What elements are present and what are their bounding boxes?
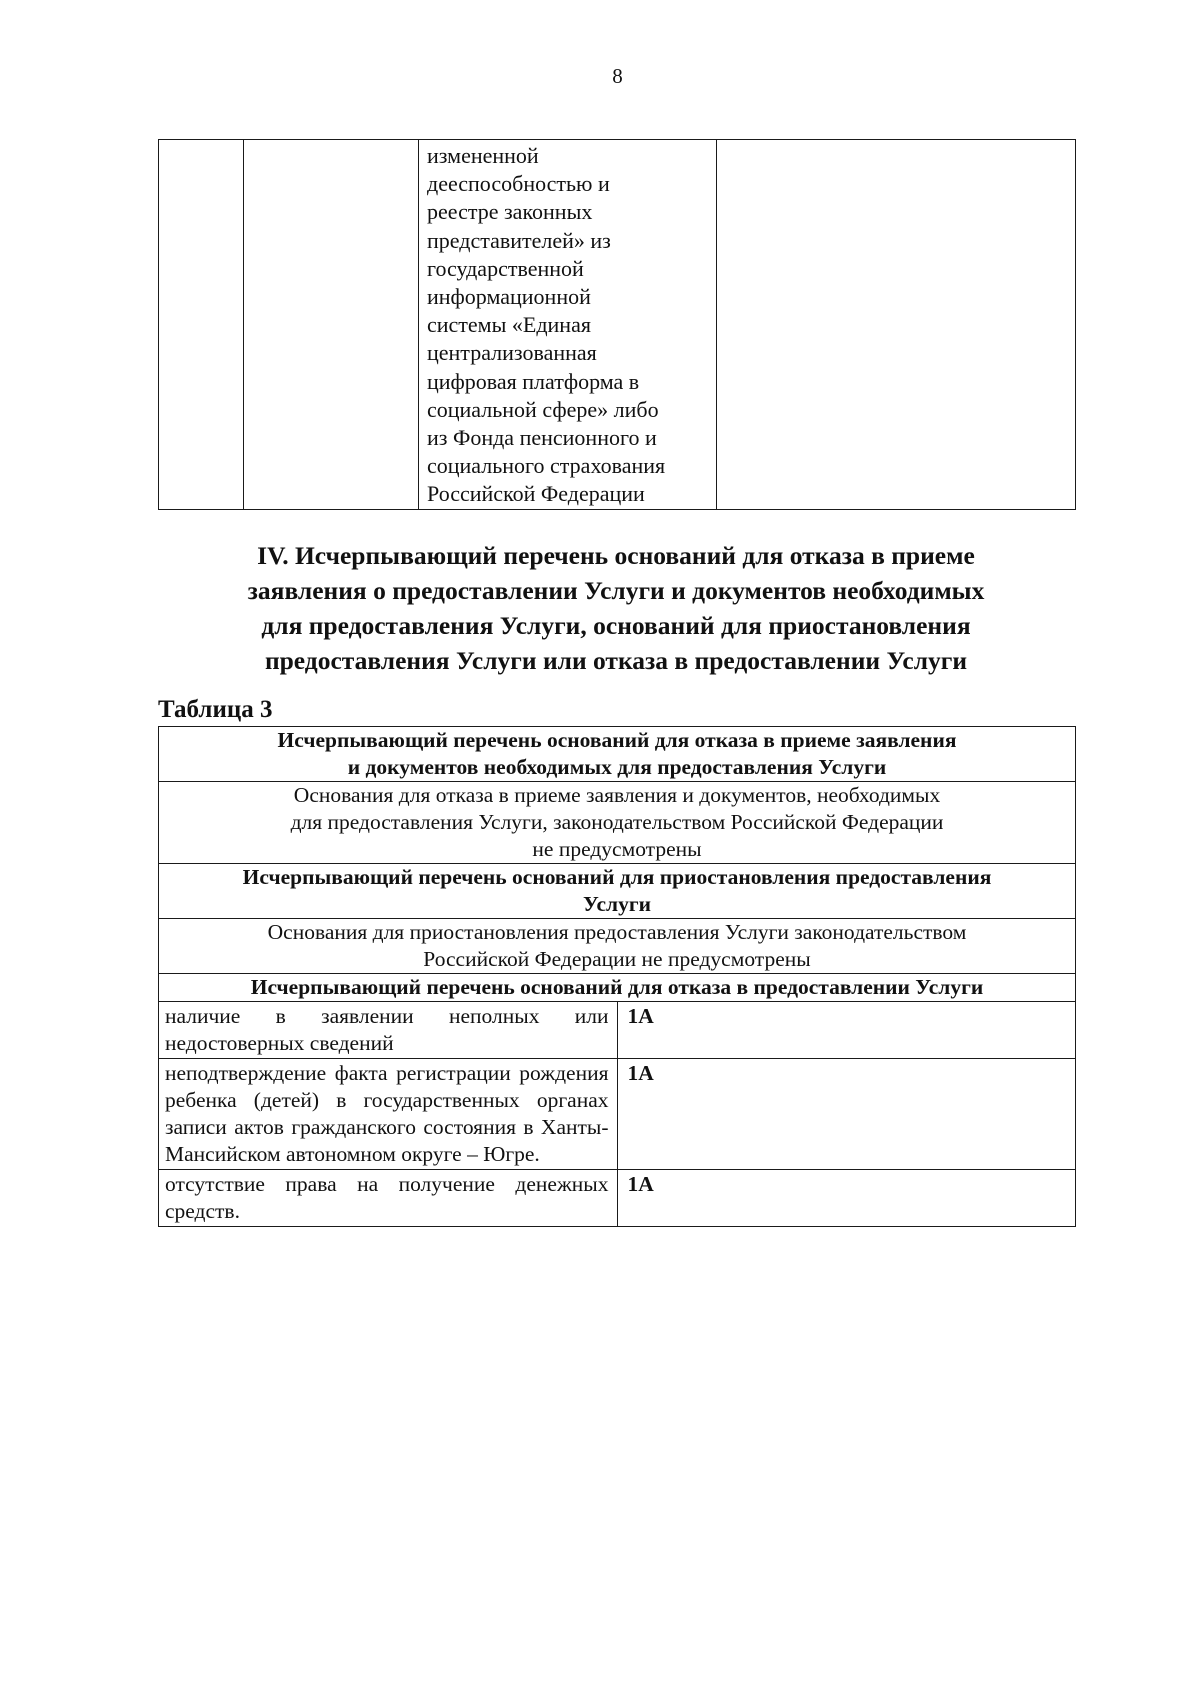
grounds-table bbox=[158, 726, 1076, 1227]
empty-cell bbox=[244, 140, 419, 510]
header-refuse-acceptance bbox=[159, 727, 1076, 782]
header-line: Исчерпывающий перечень оснований для приостановления предоставления bbox=[242, 865, 992, 889]
section-heading bbox=[150, 538, 1082, 678]
section-heading-line: для предоставления Услуги, оснований для приостановления bbox=[261, 611, 971, 640]
header-refusal: Исчерпывающий перечень оснований для отказа в предоставлении Услуги bbox=[159, 974, 1076, 1002]
table-caption: Таблица 3 bbox=[158, 696, 273, 723]
empty-cell bbox=[159, 140, 244, 510]
table-row bbox=[159, 727, 1076, 782]
table-row bbox=[159, 864, 1076, 919]
header-suspension bbox=[159, 864, 1076, 919]
refusal-reason: наличие в заявлении неполных или недостоверных сведений bbox=[159, 1002, 618, 1059]
section-heading-line: заявления о предоставлении Услуги и документов необходимых bbox=[247, 576, 985, 605]
page-number: 8 bbox=[612, 64, 623, 88]
refusal-row bbox=[159, 1002, 1076, 1059]
refusal-code: 1А bbox=[617, 1002, 1076, 1059]
refusal-reason: неподтверждение факта регистрации рождения ребенка (детей) в государственных органах записи актов гражданского состояния в Ханты-Мансийском автономном округе – Югре. bbox=[159, 1059, 618, 1170]
header-line: и документов необходимых для предоставления Услуги bbox=[347, 755, 887, 779]
refusal-row bbox=[159, 1059, 1076, 1170]
text-suspension bbox=[159, 919, 1076, 974]
continued-cell-text: измененной дееспособностью и реестре законных представителей» из государственной информационной системы «Единая централизованная цифровая платформа в социальной сфере» либо из Фонда пенсионного и социального страхования Российской Федерации bbox=[419, 140, 717, 510]
table-row bbox=[159, 140, 1076, 510]
refusal-reason: отсутствие права на получение денежных средств. bbox=[159, 1170, 618, 1227]
table-row bbox=[159, 782, 1076, 864]
text-line: Российской Федерации не предусмотрены bbox=[423, 947, 811, 971]
empty-cell bbox=[717, 140, 1076, 510]
refusal-code: 1А bbox=[617, 1170, 1076, 1227]
refusal-code: 1А bbox=[617, 1059, 1076, 1170]
table-row bbox=[159, 974, 1076, 1002]
text-line: не предусмотрены bbox=[532, 837, 702, 861]
section-heading-line: предоставления Услуги или отказа в предоставлении Услуги bbox=[264, 646, 968, 675]
header-line: Услуги bbox=[583, 892, 651, 916]
refusal-row bbox=[159, 1170, 1076, 1227]
continuation-table bbox=[158, 139, 1076, 510]
section-heading-line: IV. Исчерпывающий перечень оснований для отказа в приеме bbox=[257, 541, 975, 570]
text-refuse-acceptance bbox=[159, 782, 1076, 864]
text-line: Основания для приостановления предоставления Услуги законодательством bbox=[267, 920, 967, 944]
text-line: Основания для отказа в приеме заявления и документов, необходимых bbox=[293, 783, 941, 807]
table-row bbox=[159, 919, 1076, 974]
text-line: для предоставления Услуги, законодательством Российской Федерации bbox=[290, 810, 944, 834]
header-line: Исчерпывающий перечень оснований для отказа в приеме заявления bbox=[277, 728, 957, 752]
